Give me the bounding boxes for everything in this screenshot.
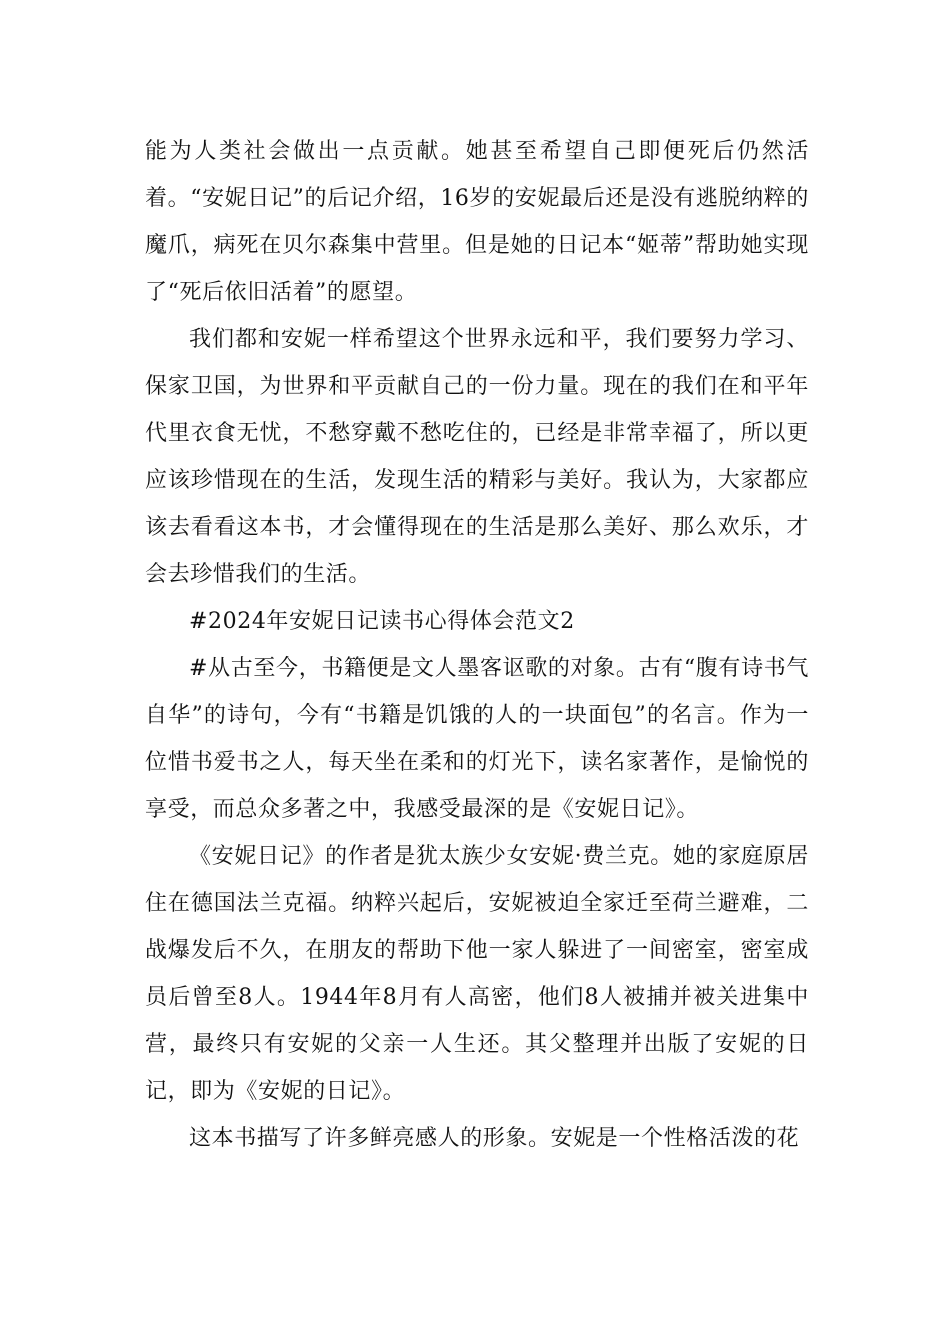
paragraph-afterword: 能为人类社会做出一点贡献。她甚至希望自己即便死后仍然活着。“安妮日记”的后记介绍，16岁的安妮最后还是没有逃脱纳粹的魔爪，病死在贝尔森集中营里。但是她的日记本“姬蒂”帮助她实现了“死后依旧活着”的愿望。	[145, 139, 809, 305]
paragraph-characters: 这本书描写了许多鲜亮感人的形象。安妮是一个性格活泼的花	[189, 1126, 800, 1151]
paragraph-books: #从古至今，书籍便是文人墨客讴歌的对象。古有“腹有诗书气自华”的诗句，今有“书籍是饥饿的人的一块面包”的名言。作为一位惜书爱书之人，每天坐在柔和的灯光下，读名家著作，是愉悦的享受，而总众多著之中，我感受最深的是《安妮日记》。	[145, 656, 809, 822]
document-body	[145, 128, 809, 1162]
paragraph-peace: 我们都和安妮一样希望这个世界永远和平，我们要努力学习、保家卫国，为世界和平贡献自己的一份力量。现在的我们在和平年代里衣食无忧，不愁穿戴不愁吃住的，已经是非常幸福了，所以更应该珍惜现在的生活，发现生活的精彩与美好。我认为，大家都应该去看看这本书，才会懂得现在的生活是那么美好、那么欢乐，才会去珍惜我们的生活。	[145, 327, 809, 587]
paragraph-author: 《安妮日记》的作者是犹太族少女安妮·费兰克。她的家庭原居住在德国法兰克福。纳粹兴起后，安妮被迫全家迁至荷兰避难，二战爆发后不久，在朋友的帮助下他一家人躲进了一间密室，密室成员后曾至8人。1944年8月有人高密，他们8人被捕并被关进集中营，最终只有安妮的父亲一人生还。其父整理并出版了安妮的日记，即为《安妮的日记》。	[145, 844, 809, 1104]
section-heading: #2024年安妮日记读书心得体会范文2	[189, 609, 575, 634]
